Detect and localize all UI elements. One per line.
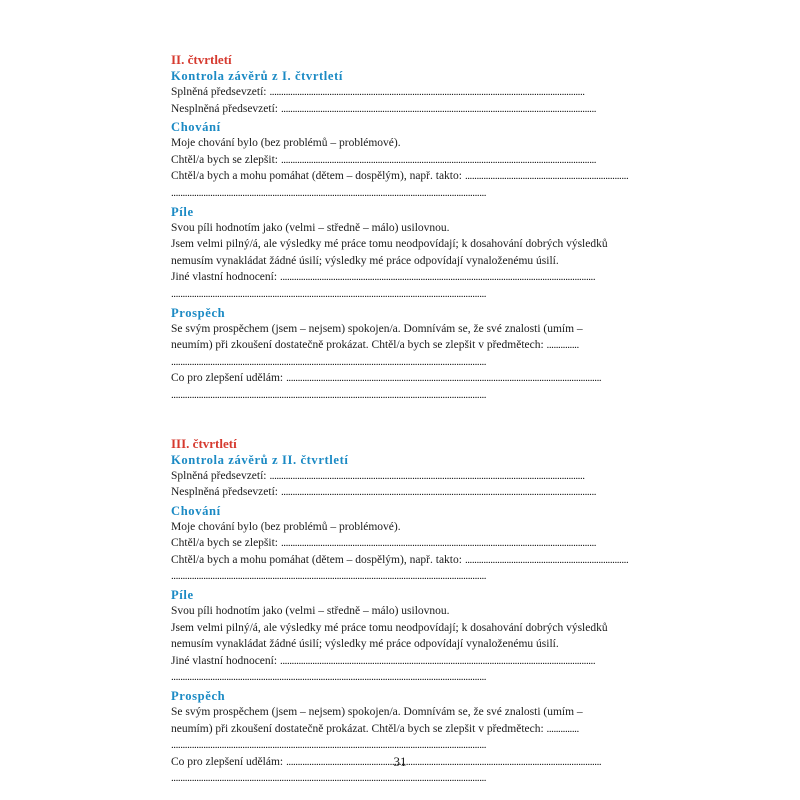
worksheet-page [171,52,629,787]
diligence-text: nemusím vynakládat žádné úsilí; výsledky mé práce odpovídají vynaloženému úsilí. [171,254,559,267]
quarter-title: III. čtvrtletí [171,435,237,451]
quarter-section-3 [171,436,629,788]
fill-in-dots[interactable] [281,484,629,501]
unfulfilled-label: Nesplněná předsevzetí: [171,102,278,115]
grades-text: Se svým prospěchem (jsem – nejsem) spokojen/a. Domnívám se, že své znalosti (umím – [171,322,583,335]
fulfilled-label: Splněná předsevzetí: [171,469,267,482]
blank-line[interactable] [171,737,629,754]
quarter-title: II. čtvrtletí [171,52,232,67]
grades-text [171,721,629,738]
fill-in-dots[interactable] [547,339,578,351]
grades-title: Prospěch [171,305,226,320]
fill-in-dots[interactable] [171,770,629,787]
improvement-label: Co pro zlepšení udělám: [171,372,284,385]
fill-in-dots[interactable] [171,568,629,585]
fill-in-dots[interactable] [281,535,629,552]
own-rating-line[interactable] [171,653,629,670]
blank-line[interactable] [171,185,629,202]
behavior-title: Chování [171,503,221,518]
own-rating-label: Jiné vlastní hodnocení: [171,654,278,667]
grades-text-part: neumím) při zkoušení dostatečně prokázat. Chtěl/a bych se zlepšit v předmětech: [171,722,544,735]
grades-text-part: neumím) při zkoušení dostatečně prokázat. Chtěl/a bych se zlepšit v předmětech: [171,339,544,352]
blank-line[interactable] [171,770,629,787]
fill-in-dots[interactable] [286,370,629,387]
help-label: Chtěl/a bych a mohu pomáhat (dětem – dospělým), např. takto: [171,170,462,183]
blank-line[interactable] [171,669,629,686]
diligence-text: nemusím vynakládat žádné úsilí; výsledky mé práce odpovídají vynaloženému úsilí. [171,638,559,651]
help-line[interactable] [171,168,629,185]
behavior-title: Chování [171,120,221,135]
own-rating-line[interactable] [171,269,629,286]
behavior-text: Moje chování bylo (bez problémů – problémové). [171,520,401,533]
blank-line[interactable] [171,286,629,303]
diligence-text: Svou píli hodnotím jako (velmi – středně – málo) usilovnou. [171,221,450,234]
blank-line[interactable] [171,354,629,371]
fulfilled-label: Splněná předsevzetí: [171,86,267,98]
diligence-title: Píle [171,204,194,219]
improvement-line[interactable] [171,370,629,387]
check-title: Kontrola závěrů z I. čtvrtletí [171,69,343,83]
diligence-text: Jsem velmi pilný/á, ale výsledky mé práce tomu neodpovídají; k dosahování dobrých výsledků [171,621,608,634]
check-title: Kontrola závěrů z II. čtvrtletí [171,452,349,467]
grades-title: Prospěch [171,689,226,704]
blank-line[interactable] [171,568,629,585]
improve-line[interactable] [171,152,629,169]
grades-text: Se svým prospěchem (jsem – nejsem) spokojen/a. Domnívám se, že své znalosti (umím – [171,706,583,719]
diligence-title: Píle [171,588,194,603]
unfulfilled-line[interactable] [171,484,629,501]
help-line[interactable] [171,552,629,569]
fill-in-dots[interactable] [281,152,629,169]
quarter-section-2 [171,52,629,404]
behavior-text: Moje chování bylo (bez problémů – problémové). [171,137,401,150]
own-rating-label: Jiné vlastní hodnocení: [171,271,278,284]
improve-label: Chtěl/a bych se zlepšit: [171,537,278,550]
fill-in-dots[interactable] [269,84,629,101]
fill-in-dots[interactable] [171,354,629,371]
grades-text [171,337,629,354]
improvement-label: Co pro zlepšení udělám: [171,755,284,768]
fill-in-dots[interactable] [280,269,629,286]
fill-in-dots[interactable] [465,552,629,569]
diligence-text: Svou píli hodnotím jako (velmi – středně – málo) usilovnou. [171,605,450,618]
fill-in-dots[interactable] [269,468,629,485]
improve-line[interactable] [171,535,629,552]
fill-in-dots[interactable] [547,723,578,735]
unfulfilled-line[interactable] [171,101,629,118]
section-spacer [171,404,629,436]
unfulfilled-label: Nesplněná předsevzetí: [171,486,278,499]
fill-in-dots[interactable] [171,669,629,686]
page-number: 31 [393,754,407,769]
fill-in-dots[interactable] [171,387,629,404]
fulfilled-line[interactable] [171,84,629,101]
fulfilled-line[interactable] [171,468,629,485]
fill-in-dots[interactable] [171,737,629,754]
fill-in-dots[interactable] [171,185,629,202]
diligence-text: Jsem velmi pilný/á, ale výsledky mé práce tomu neodpovídají; k dosahování dobrých výsledků [171,238,608,251]
fill-in-dots[interactable] [171,286,629,303]
improve-label: Chtěl/a bych se zlepšit: [171,153,278,166]
blank-line[interactable] [171,387,629,404]
fill-in-dots[interactable] [280,653,629,670]
fill-in-dots[interactable] [281,101,629,118]
help-label: Chtěl/a bych a mohu pomáhat (dětem – dospělým), např. takto: [171,553,462,566]
fill-in-dots[interactable] [465,168,629,185]
